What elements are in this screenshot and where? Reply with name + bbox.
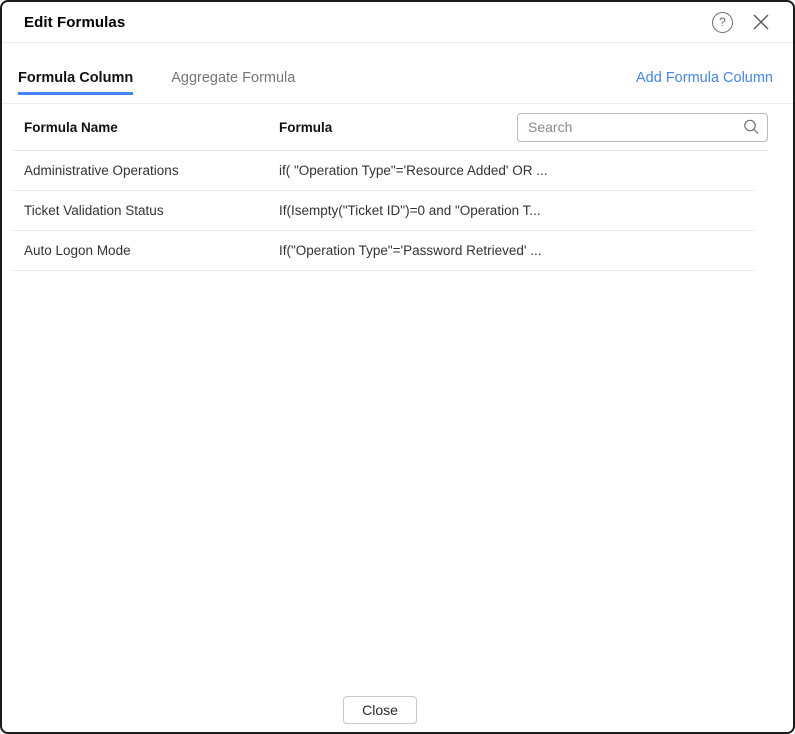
table-row[interactable] [12, 191, 755, 231]
formula-name-cell: Administrative Operations [24, 163, 179, 178]
formula-cell: If(Isempty("Ticket ID")=0 and "Operation T... [279, 203, 541, 218]
tab-aggregate-formula[interactable]: Aggregate Formula [171, 70, 296, 86]
column-header-formula: Formula [279, 119, 333, 135]
help-glyph: ? [719, 15, 726, 29]
formula-name-cell: Ticket Validation Status [24, 203, 164, 218]
table-header-row [12, 104, 768, 151]
formula-cell: If("Operation Type"='Password Retrieved' ... [279, 243, 542, 258]
dialog-header [2, 2, 793, 43]
formula-name-cell: Auto Logon Mode [24, 243, 131, 258]
column-header-formula-name: Formula Name [24, 119, 118, 135]
table-row[interactable] [12, 231, 755, 271]
search-input[interactable] [517, 113, 768, 142]
tab-formula-column[interactable]: Formula Column [18, 70, 133, 95]
page-title: Edit Formulas [24, 13, 126, 31]
search-box [517, 113, 768, 142]
help-icon[interactable] [712, 12, 733, 33]
add-formula-column-link[interactable]: Add Formula Column [636, 70, 773, 86]
close-button[interactable]: Close [343, 696, 417, 724]
table-row[interactable] [12, 151, 755, 191]
formula-table-body [12, 151, 755, 271]
tab-strip [2, 43, 793, 104]
close-icon[interactable] [749, 10, 773, 34]
header-actions [712, 10, 773, 34]
formula-cell: if( "Operation Type"='Resource Added' OR ... [279, 163, 548, 178]
